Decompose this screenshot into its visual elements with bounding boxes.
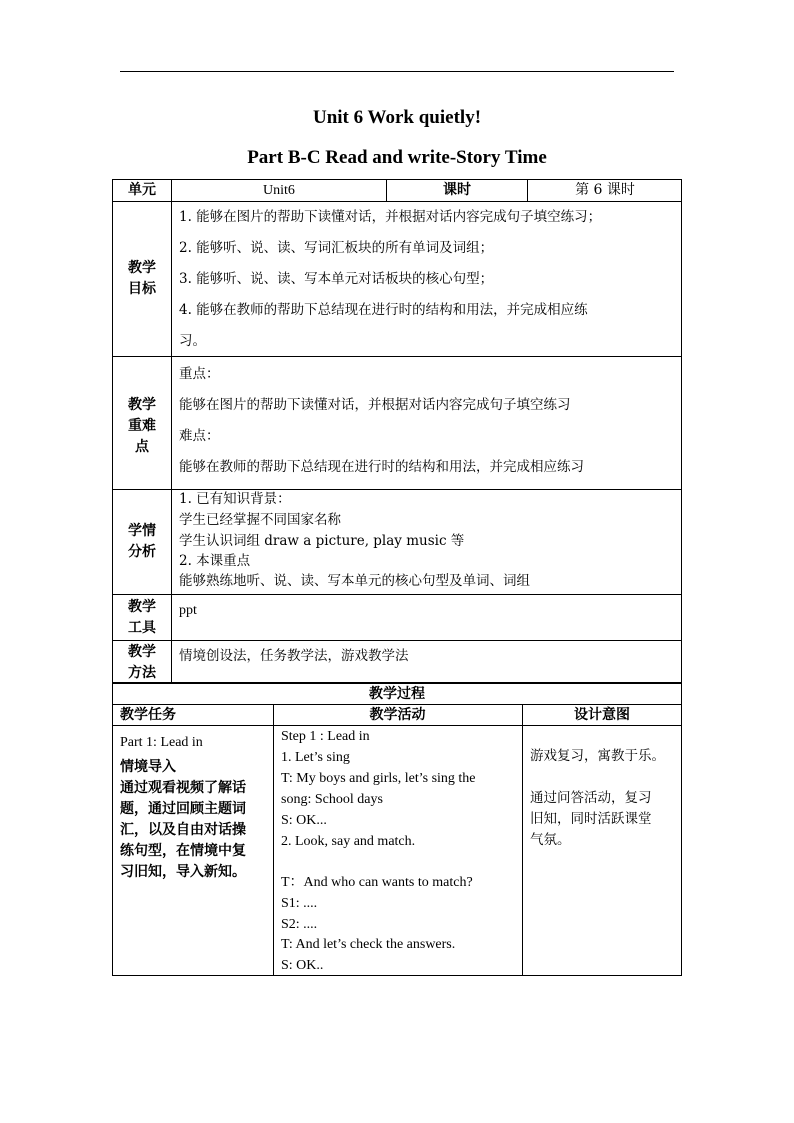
- intent-line: 旧知，同时活跃课堂: [530, 811, 652, 827]
- objective-item: 习。: [179, 333, 206, 349]
- methods-value: 情境创设法，任务教学法，游戏教学法: [179, 648, 409, 664]
- period-value: 第 6 课时: [575, 182, 635, 198]
- row-divider: [112, 489, 682, 490]
- activity-line: S1: ....: [281, 896, 318, 911]
- key-points-label-line: 重难: [128, 418, 156, 434]
- key-points-label-line: 教学: [128, 397, 156, 413]
- row-divider: [112, 201, 682, 202]
- row-divider: [112, 725, 682, 726]
- header-rule: [120, 71, 674, 72]
- row-divider: [112, 640, 682, 641]
- intent-line: 气氛。: [530, 832, 571, 848]
- analysis-line: 学生认识词组 draw a picture, play music 等: [179, 533, 465, 549]
- intent-line: 游戏复习，寓教于乐。: [530, 748, 665, 764]
- row-divider: [112, 704, 682, 705]
- row-divider: [112, 594, 682, 595]
- activity-line: S: OK...: [281, 813, 327, 828]
- objectives-label-line: 目标: [128, 281, 156, 297]
- tools-label-line: 工具: [128, 620, 156, 636]
- unit-value: Unit6: [263, 183, 295, 198]
- objective-item: 3. 能够听、说、读、写本单元对话板块的核心句型；: [179, 271, 494, 287]
- objectives-label: [113, 258, 171, 300]
- objectives-label-line: 教学: [128, 260, 156, 276]
- column-divider: [273, 704, 274, 976]
- unit-label: 单元: [128, 182, 156, 198]
- analysis-line: 能够熟练地听、说、读、写本单元的核心句型及单词、词组: [179, 573, 530, 589]
- task-part: Part 1: Lead in: [120, 735, 203, 750]
- activity-line: song: School days: [281, 792, 383, 807]
- objective-item: 4. 能够在教师的帮助下总结现在进行时的结构和用法，并完成相应练: [179, 302, 588, 318]
- task-desc-line: 题，通过回顾主题词: [120, 801, 246, 817]
- key-point-title: 重点：: [179, 366, 220, 382]
- activity-line: Step 1 : Lead in: [281, 729, 370, 744]
- col-header-activity: 教学活动: [369, 707, 426, 723]
- task-desc-line: 练句型，在情境中复: [120, 843, 246, 859]
- key-points-label: [113, 395, 171, 458]
- analysis-line: 1. 已有知识背景：: [179, 491, 291, 507]
- activity-line: T: My boys and girls, let’s sing the: [281, 771, 476, 786]
- activity-line: 1. Let’s sing: [281, 750, 350, 765]
- column-divider: [522, 704, 523, 976]
- process-heading: 教学过程: [369, 686, 425, 702]
- activity-line: T：And who can wants to match?: [281, 875, 473, 890]
- analysis-line: 2. 本课重点: [179, 553, 251, 569]
- intent-line: 通过问答活动，复习: [530, 790, 652, 806]
- task-desc-line: 习旧知，导入新知。: [120, 864, 246, 880]
- key-points-label-line: 点: [135, 439, 149, 455]
- tools-label: [113, 597, 171, 639]
- tools-value: ppt: [179, 603, 197, 618]
- analysis-label-line: 分析: [128, 544, 156, 560]
- activity-line: S2: ....: [281, 917, 318, 932]
- col-header-intent: 设计意图: [574, 707, 630, 723]
- col-header-task: 教学任务: [120, 707, 176, 723]
- tools-label-line: 教学: [128, 599, 156, 615]
- difficult-point-title: 难点：: [179, 428, 220, 444]
- activity-line: T: And let’s check the answers.: [281, 937, 456, 952]
- key-point-text: 能够在图片的帮助下读懂对话，并根据对话内容完成句子填空练习: [179, 397, 571, 413]
- methods-label: [113, 642, 171, 684]
- page-title: Unit 6 Work quietly!: [312, 107, 482, 128]
- label-column-divider: [171, 179, 172, 683]
- task-name: 情境导入: [120, 759, 176, 775]
- row-divider: [112, 356, 682, 357]
- analysis-label-line: 学情: [128, 523, 156, 539]
- methods-label-line: 方法: [128, 665, 156, 681]
- task-desc-line: 通过观看视频了解话: [120, 780, 246, 796]
- activity-line: S: OK..: [281, 958, 324, 973]
- analysis-line: 学生已经掌握不同国家名称: [179, 512, 341, 528]
- page-subtitle: Part B-C Read and write-Story Time: [247, 147, 547, 168]
- task-desc-line: 汇，以及自由对话操: [120, 822, 246, 838]
- difficult-point-text: 能够在教师的帮助下总结现在进行时的结构和用法，并完成相应练习: [179, 459, 584, 475]
- objective-item: 1. 能够在图片的帮助下读懂对话，并根据对话内容完成句子填空练习；: [179, 209, 602, 225]
- activity-line: 2. Look, say and match.: [281, 834, 416, 849]
- period-label: 课时: [443, 182, 471, 198]
- analysis-label: [113, 521, 171, 563]
- methods-label-line: 教学: [128, 644, 156, 660]
- objective-item: 2. 能够听、说、读、写词汇板块的所有单词及词组；: [179, 240, 494, 256]
